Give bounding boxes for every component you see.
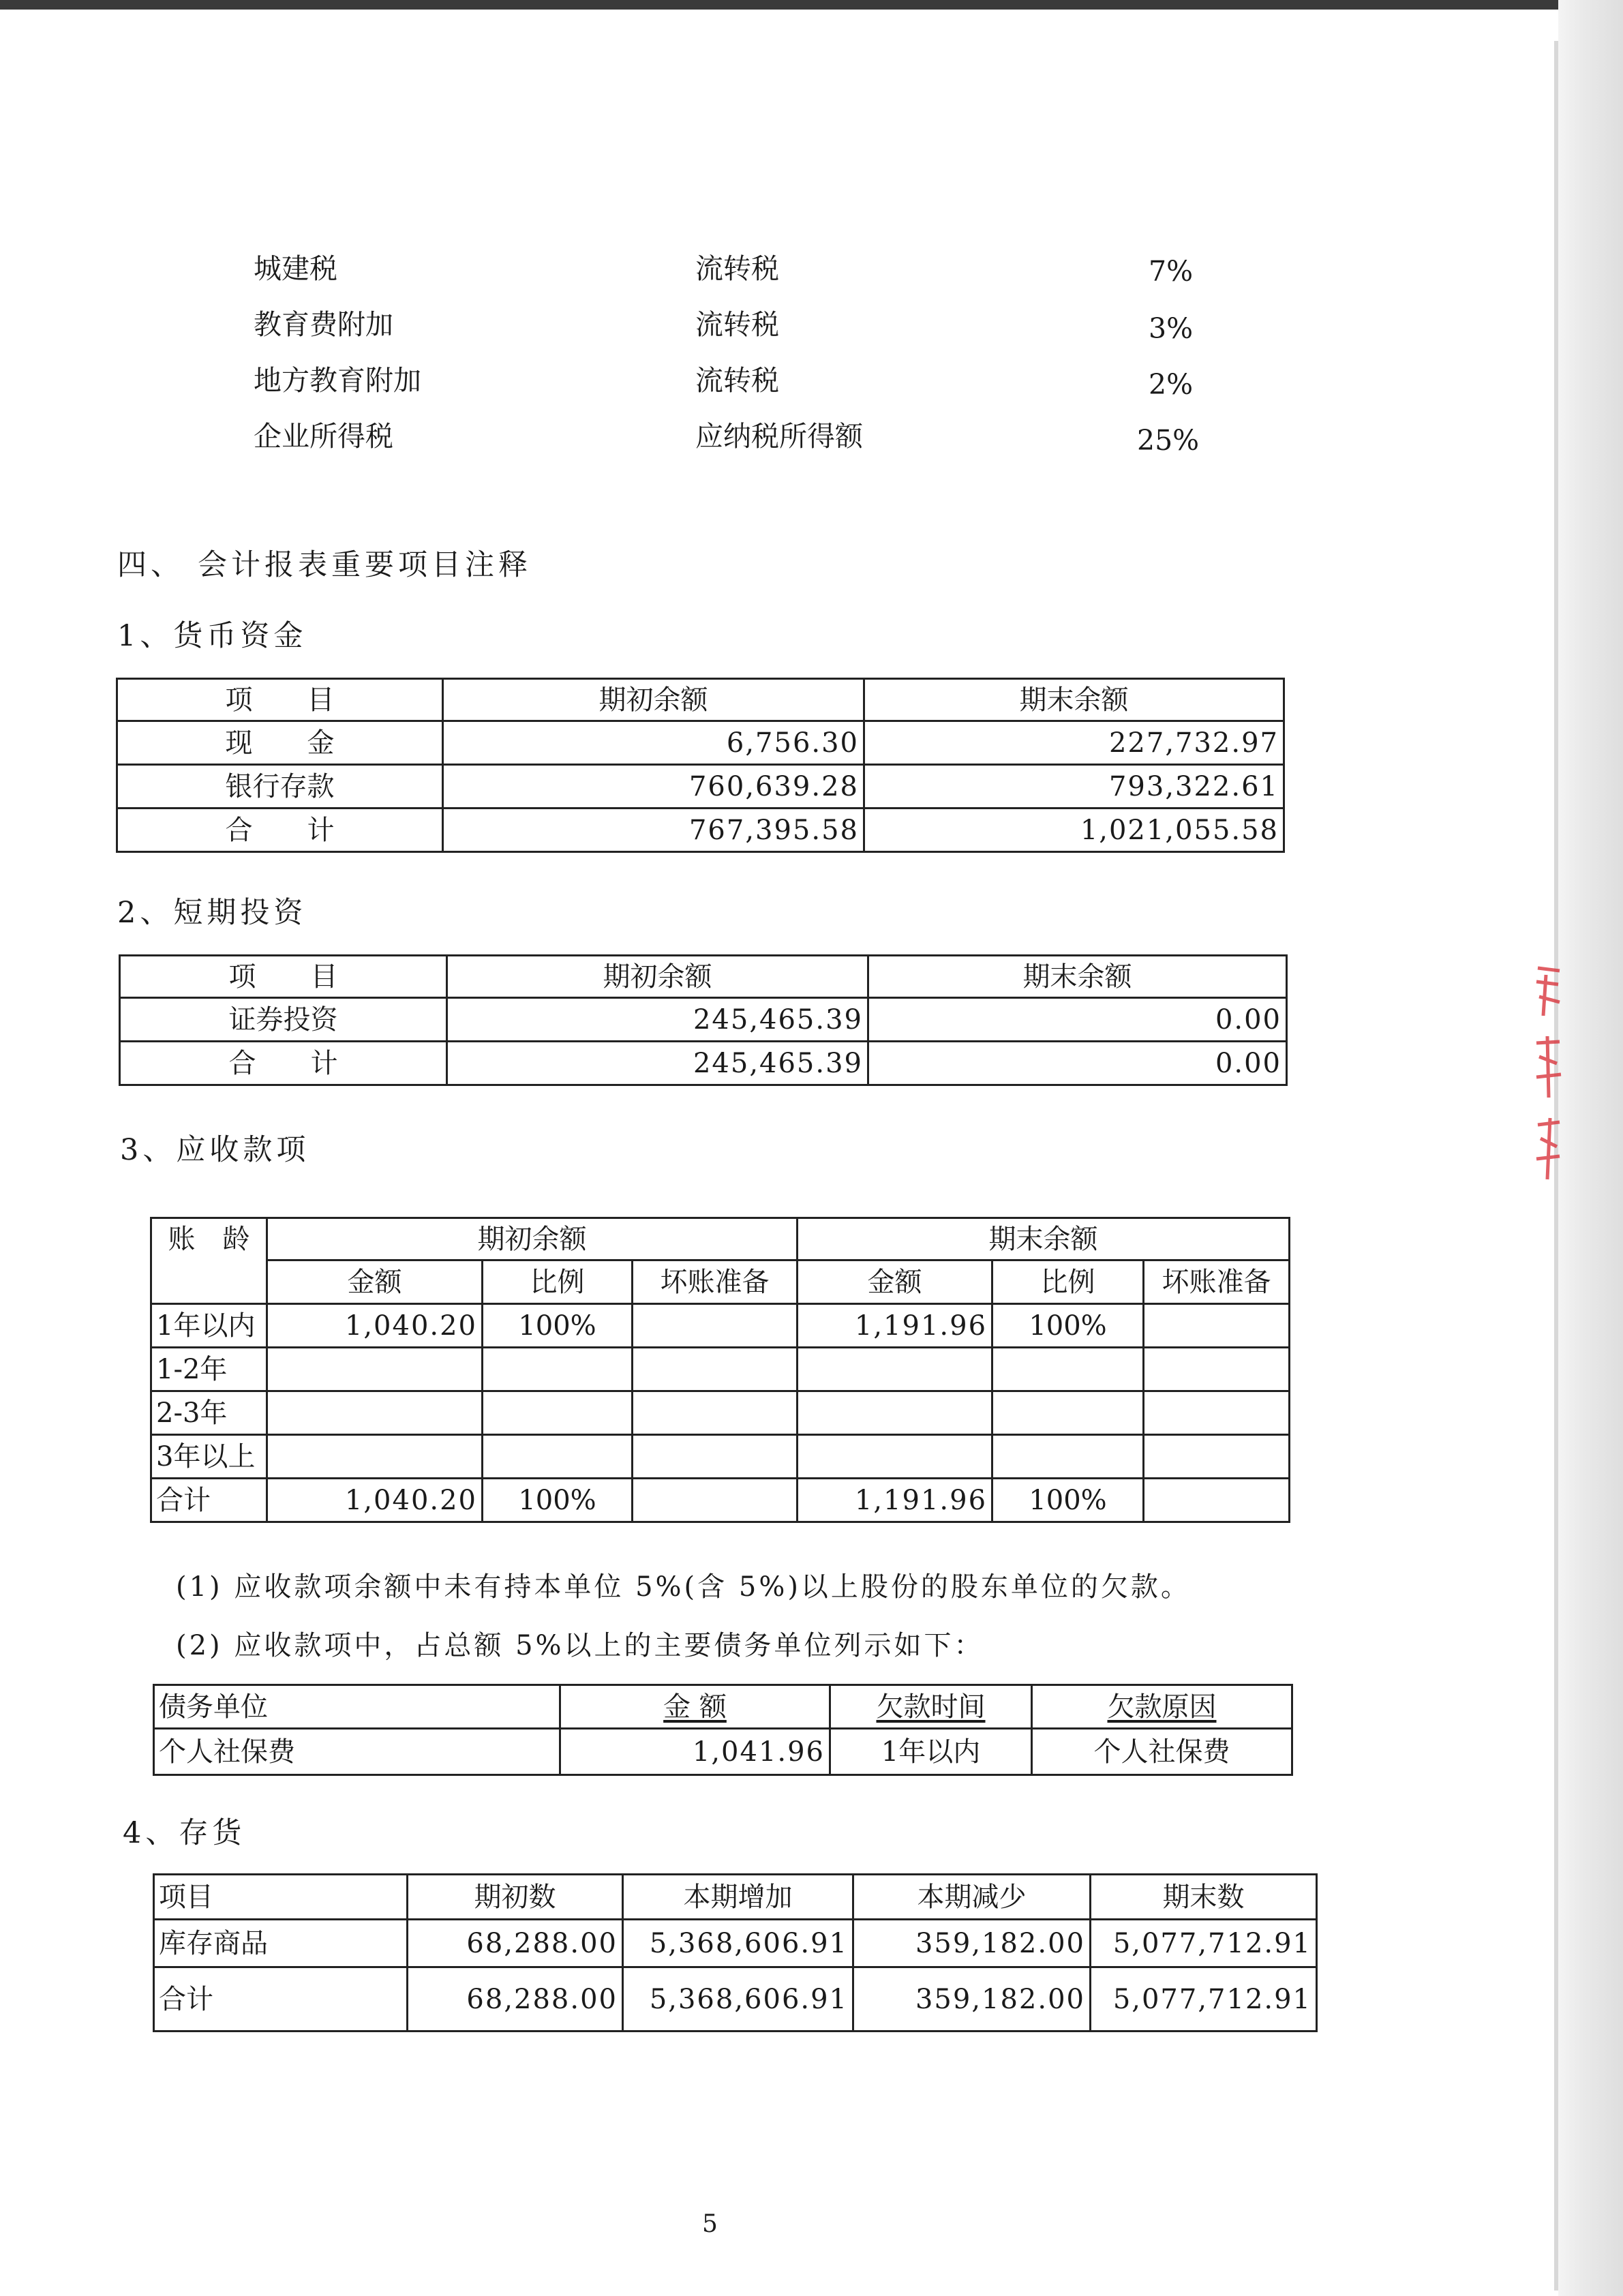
col-header: 期末余额 (864, 679, 1284, 721)
table-row (151, 1391, 1290, 1435)
col-header: 期初数 (408, 1875, 623, 1920)
cell-value: 100% (992, 1304, 1144, 1348)
cell-value: 1,191.96 (798, 1479, 992, 1522)
row-label: 合 计 (117, 809, 443, 852)
age-header: 账 龄 (151, 1218, 267, 1304)
debtor-amount: 1,041.96 (560, 1729, 830, 1775)
cell-value: 1,191.96 (798, 1304, 992, 1348)
tax-rate: 2% (1149, 368, 1194, 401)
cell-value: 359,182.00 (853, 1967, 1091, 2031)
debtor-period: 1年以内 (830, 1729, 1032, 1775)
seal-stamp-icon (1532, 961, 1564, 1186)
table-row (154, 1729, 1292, 1775)
tax-name: 城建税 (254, 252, 337, 285)
table-row (151, 1435, 1290, 1479)
section-title: 会计报表重要项目注释 (198, 548, 532, 582)
cell-value (633, 1304, 798, 1348)
debtor-reason: 个人社保费 (1032, 1729, 1292, 1775)
section-number: 四、 (117, 548, 184, 582)
col-header: 项 目 (117, 679, 443, 721)
cell-value: 245,465.39 (447, 998, 868, 1042)
cell-value (633, 1479, 798, 1522)
cell-value (1144, 1479, 1290, 1522)
cell-value: 1,040.20 (267, 1479, 483, 1522)
debtor-name: 个人社保费 (154, 1729, 560, 1775)
table-row (151, 1304, 1290, 1348)
cell-value: 1,040.20 (267, 1304, 483, 1348)
row-label: 证券投资 (120, 998, 447, 1042)
cell-value: 1,021,055.58 (864, 809, 1284, 852)
row-label: 合计 (154, 1967, 408, 2031)
sub-header: 比例 (992, 1260, 1144, 1304)
col-header: 欠款原因 (1107, 1691, 1217, 1723)
tax-rate: 25% (1137, 424, 1200, 457)
col-header: 金 额 (663, 1691, 727, 1723)
col-header: 欠款时间 (876, 1691, 986, 1723)
sub-header: 坏账准备 (633, 1260, 798, 1304)
cell-value: 68,288.00 (408, 1967, 623, 2031)
cell-value: 245,465.39 (447, 1042, 868, 1085)
cell-value: 6,756.30 (443, 721, 864, 765)
table-row (154, 1967, 1317, 2031)
cell-value: 359,182.00 (853, 1920, 1091, 1967)
table-row (117, 765, 1284, 809)
row-label: 库存商品 (154, 1920, 408, 1967)
inventory-table (153, 1873, 1318, 2032)
cell-value: 5,368,606.91 (623, 1920, 853, 1967)
row-label: 2-3年 (151, 1391, 267, 1435)
tax-basis: 流转税 (695, 252, 779, 285)
cell-value: 767,395.58 (443, 809, 864, 852)
col-header: 期初余额 (447, 956, 868, 998)
col-header: 期末数 (1091, 1875, 1317, 1920)
debtor-table (153, 1684, 1293, 1776)
sub-header: 金额 (798, 1260, 992, 1304)
scan-top-edge (0, 0, 1623, 10)
row-label: 银行存款 (117, 765, 443, 809)
tax-rate: 3% (1149, 312, 1194, 345)
tax-name: 地方教育附加 (254, 364, 421, 397)
receivables-heading: 3、应收款项 (120, 1133, 310, 1167)
tax-name: 企业所得税 (254, 420, 393, 453)
scan-right-margin (1558, 0, 1623, 2296)
sub-header: 坏账准备 (1144, 1260, 1290, 1304)
receivables-note-2: (2) 应收款项中，占总额 5%以上的主要债务单位列示如下： (176, 1630, 984, 1661)
col-header: 本期减少 (853, 1875, 1091, 1920)
table-row (117, 809, 1284, 852)
cell-value: 100% (483, 1304, 633, 1348)
cell-value: 0.00 (868, 1042, 1287, 1085)
inventory-heading: 4、存货 (123, 1816, 246, 1850)
cash-table (116, 678, 1285, 853)
col-header: 项目 (154, 1875, 408, 1920)
col-header: 期初余额 (443, 679, 864, 721)
cell-value: 100% (992, 1479, 1144, 1522)
short-term-table (119, 954, 1288, 1086)
cash-heading: 1、货币资金 (117, 619, 307, 653)
table-row (120, 1042, 1287, 1085)
table-row (154, 1920, 1317, 1967)
col-header: 本期增加 (623, 1875, 853, 1920)
col-header: 债务单位 (154, 1685, 560, 1729)
table-row (117, 721, 1284, 765)
group-header-begin: 期初余额 (267, 1218, 798, 1260)
table-row (151, 1348, 1290, 1391)
tax-basis: 流转税 (695, 308, 779, 341)
group-header-end: 期末余额 (798, 1218, 1290, 1260)
cell-value: 5,368,606.91 (623, 1967, 853, 2031)
cell-value: 227,732.97 (864, 721, 1284, 765)
row-label: 现 金 (117, 721, 443, 765)
short-term-heading: 2、短期投资 (117, 896, 307, 930)
tax-name: 教育费附加 (254, 308, 393, 341)
cell-value: 68,288.00 (408, 1920, 623, 1967)
table-row (120, 998, 1287, 1042)
tax-rate: 7% (1149, 255, 1194, 288)
row-label: 合 计 (120, 1042, 447, 1085)
cell-value: 0.00 (868, 998, 1287, 1042)
page-number: 5 (702, 2210, 718, 2238)
tax-basis: 应纳税所得额 (695, 420, 863, 453)
cell-value: 5,077,712.91 (1091, 1967, 1317, 2031)
tax-basis: 流转税 (695, 364, 779, 397)
table-row (151, 1479, 1290, 1522)
sub-header: 金额 (267, 1260, 483, 1304)
row-label: 合计 (151, 1479, 267, 1522)
row-label: 1年以内 (151, 1304, 267, 1348)
cell-value: 760,639.28 (443, 765, 864, 809)
col-header: 项 目 (120, 956, 447, 998)
row-label: 3年以上 (151, 1435, 267, 1479)
row-label: 1-2年 (151, 1348, 267, 1391)
cell-value: 5,077,712.91 (1091, 1920, 1317, 1967)
cell-value: 793,322.61 (864, 765, 1284, 809)
cell-value (1144, 1304, 1290, 1348)
col-header: 期末余额 (868, 956, 1287, 998)
cell-value: 100% (483, 1479, 633, 1522)
receivables-note-1: (1) 应收款项余额中未有持本单位 5%(含 5%)以上股份的股东单位的欠款。 (176, 1571, 1191, 1603)
receivables-aging-table (150, 1217, 1290, 1523)
sub-header: 比例 (483, 1260, 633, 1304)
